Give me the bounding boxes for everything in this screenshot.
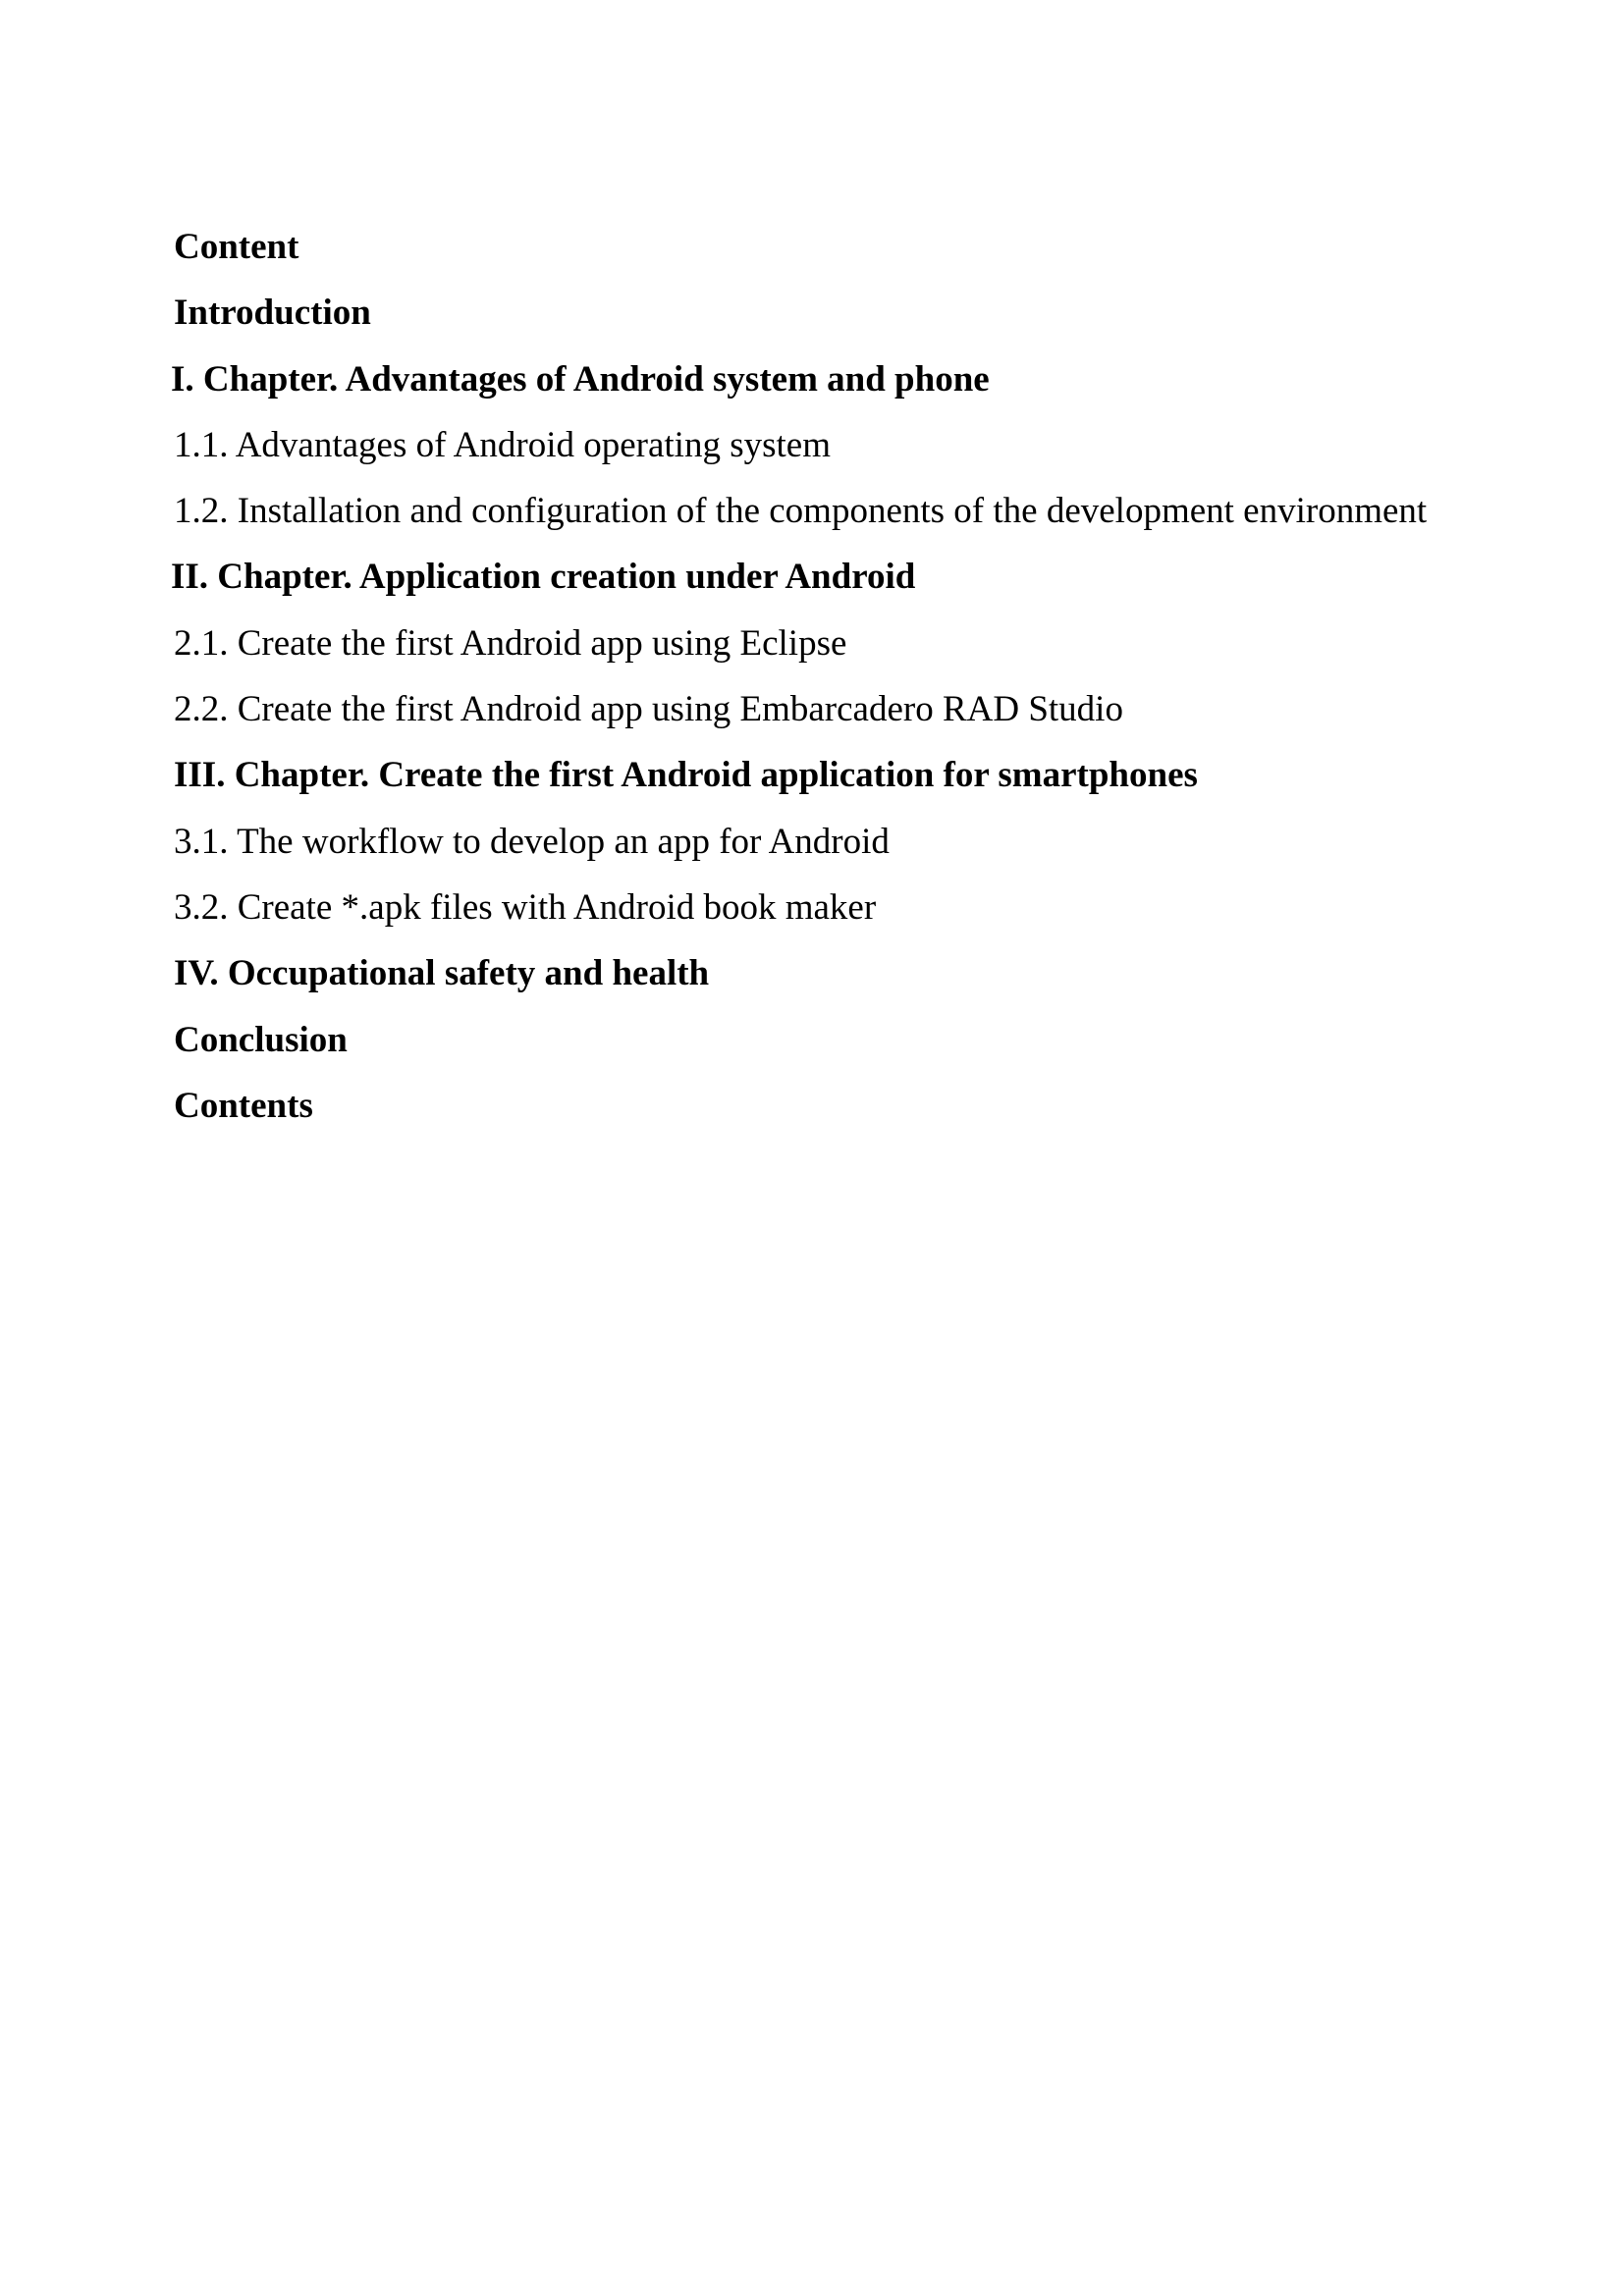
toc-chapter-3: III. Chapter. Create the first Android application for smartphones <box>174 755 1198 796</box>
toc-chapter-1: I. Chapter. Advantages of Android system and phone <box>171 358 990 400</box>
toc-section-2-2: 2.2. Create the first Android app using Embarcadero RAD Studio <box>174 689 1123 730</box>
toc-chapter-2: II. Chapter. Application creation under Android <box>171 557 916 598</box>
toc-section-3-1: 3.1. The workflow to develop an app for Android <box>174 821 890 862</box>
toc-heading-introduction: Introduction <box>174 293 371 334</box>
toc-heading-contents: Contents <box>174 1085 313 1126</box>
toc-section-1-2: 1.2. Installation and configuration of the components of the development environment <box>174 491 1428 532</box>
toc-heading-content: Content <box>174 227 299 267</box>
toc-chapter-4: IV. Occupational safety and health <box>174 953 710 994</box>
toc-section-3-2: 3.2. Create *.apk files with Android book maker <box>174 886 877 928</box>
toc-section-1-1: 1.1. Advantages of Android operating system <box>174 424 831 465</box>
table-of-contents <box>171 218 1568 1143</box>
toc-heading-conclusion: Conclusion <box>174 1019 348 1060</box>
toc-section-2-1: 2.1. Create the first Android app using Eclipse <box>174 622 847 664</box>
